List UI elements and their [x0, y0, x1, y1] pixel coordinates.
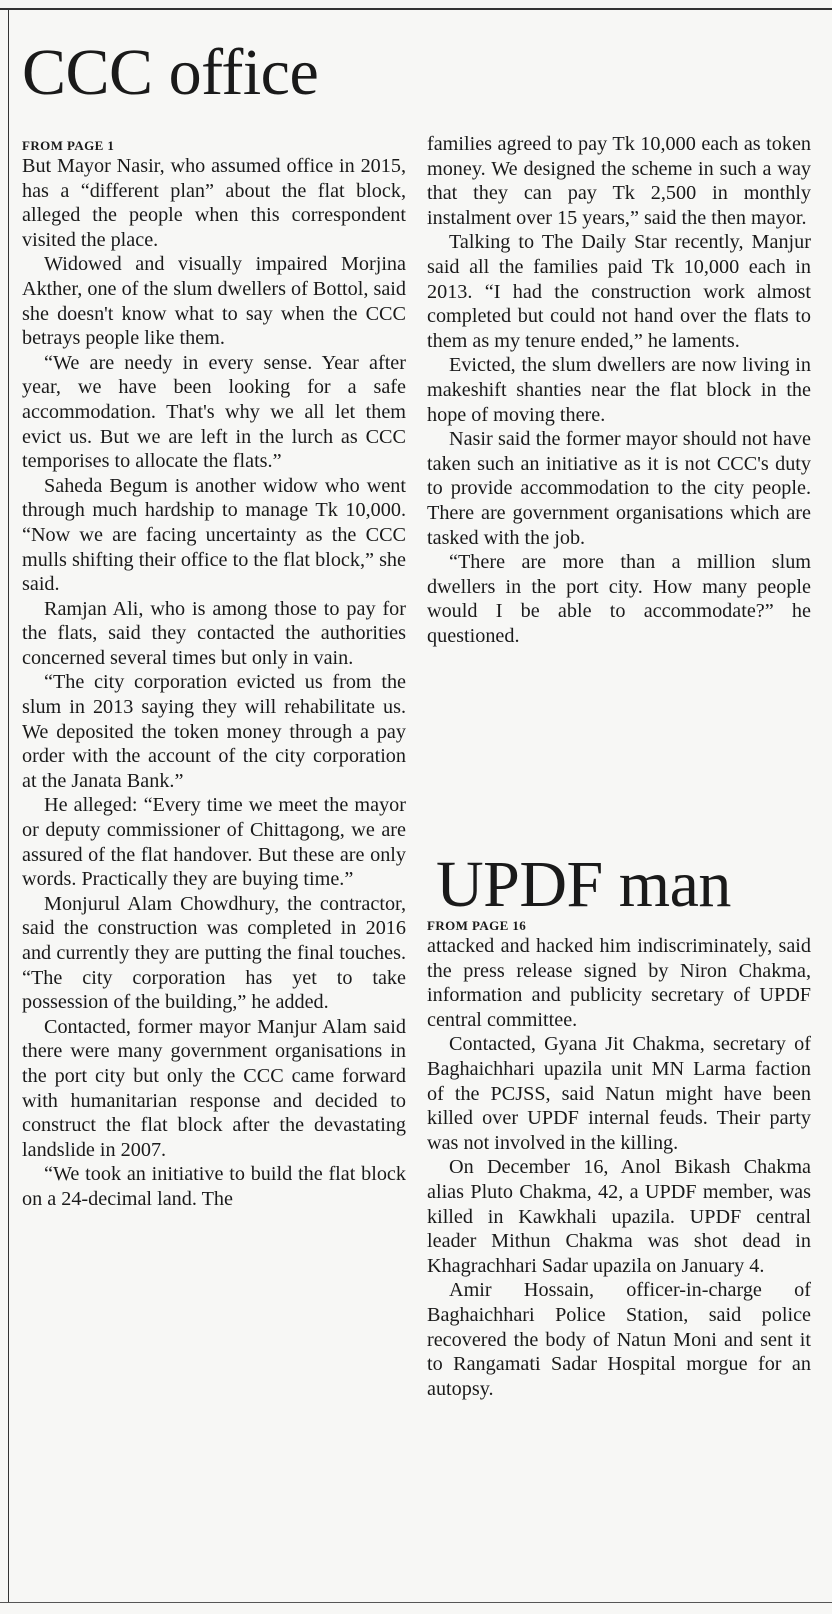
- story1-column-b: [427, 132, 811, 648]
- left-column-rule: [8, 8, 9, 1602]
- article-paragraph: Contacted, former mayor Manjur Alam said there were many government organisations in the port city but only the CCC came forward with humanitarian response and decided to construct the flat block after the devastating landslide in 2007.: [22, 1015, 406, 1161]
- article-paragraph: families agreed to pay Tk 10,000 each as token money. We designed the scheme in such a way that they can pay Tk 2,500 in monthly instalment over 15 years,” said the then mayor.: [427, 133, 811, 229]
- story2-jump-kicker: FROM PAGE 16: [427, 918, 527, 933]
- article-paragraph: Nasir said the former mayor should not have taken such an initiative as it is not CCC's duty to provide accommodation to the city people. There are government organisations which are tasked with the job.: [427, 428, 811, 549]
- top-rule: [0, 8, 832, 10]
- article-paragraph: Ramjan Ali, who is among those to pay for the flats, said they contacted the authorities concerned several times but only in vain.: [22, 597, 406, 669]
- article-paragraph: Saheda Begum is another widow who went through much hardship to manage Tk 10,000. “Now we are facing uncertainty as the CCC mulls shifting their office to the flat block,” she said.: [22, 474, 406, 596]
- article-paragraph: But Mayor Nasir, who assumed office in 2015, has a “different plan” about the flat block, alleged the people when this correspondent visited the place.: [22, 155, 406, 251]
- story2-headline: UPDF man: [436, 848, 731, 921]
- article-paragraph: Monjurul Alam Chowdhury, the contractor, said the construction was completed in 2016 and currently they are putting the final touches. “The city corporation has yet to take possession of the building,” he added.: [22, 892, 406, 1014]
- bottom-rule: [0, 1602, 832, 1603]
- article-paragraph: “We are needy in every sense. Year after year, we have been looking for a safe accommodation. That's why we all let them evict us. But we are left in the lurch as CCC temporises to allocate the flats.”: [22, 351, 406, 473]
- article-paragraph: “The city corporation evicted us from the slum in 2013 saying they will rehabilitate us. We deposited the token money through a pay order with the account of the city corporation at the Janata Bank.”: [22, 671, 406, 792]
- article-paragraph: Contacted, Gyana Jit Chakma, secretary of Baghaichhari upazila unit MN Larma faction of the PCJSS, said Natun might have been killed over UPDF internal feuds. Their party was not involved in the killing.: [427, 1033, 811, 1154]
- article-paragraph: He alleged: “Every time we meet the mayor or deputy commissioner of Chittagong, we are assured of the flat handover. But these are only words. Practically they are buying time.”: [22, 794, 406, 891]
- story1-column-a: [22, 138, 406, 1212]
- article-paragraph: “We took an initiative to build the flat block on a 24-decimal land. The: [22, 1163, 406, 1210]
- story1-headline: CCC office: [22, 36, 319, 109]
- story1-jump-kicker: FROM PAGE 1: [22, 138, 115, 153]
- story2-column: [427, 918, 811, 1401]
- article-paragraph: Amir Hossain, officer-in-charge of Baghaichhari Police Station, said police recovered the body of Natun Moni and sent it to Rangamati Sadar Hospital morgue for an autopsy.: [427, 1279, 811, 1400]
- article-paragraph: On December 16, Anol Bikash Chakma alias Pluto Chakma, 42, a UPDF member, was killed in Kawkhali upazila. UPDF central leader Mithun Chakma was shot dead in Khagrachhari Sadar upazila on January 4.: [427, 1156, 811, 1277]
- article-paragraph: Evicted, the slum dwellers are now living in makeshift shanties near the flat block in the hope of moving there.: [427, 354, 811, 426]
- article-paragraph: attacked and hacked him indiscriminately, said the press release signed by Niron Chakma, information and publicity secretary of UPDF central committee.: [427, 935, 811, 1031]
- article-paragraph: Talking to The Daily Star recently, Manjur said all the families paid Tk 10,000 each in 2013. “I had the construction work almost completed but could not hand over the flats to them as my tenure ended,” he laments.: [427, 231, 811, 352]
- article-paragraph: Widowed and visually impaired Morjina Akther, one of the slum dwellers of Bottol, said she doesn't know what to say when the CCC betrays people like them.: [22, 253, 406, 350]
- article-paragraph: “There are more than a million slum dwellers in the port city. How many people would I be able to accommodate?” he questioned.: [427, 551, 811, 647]
